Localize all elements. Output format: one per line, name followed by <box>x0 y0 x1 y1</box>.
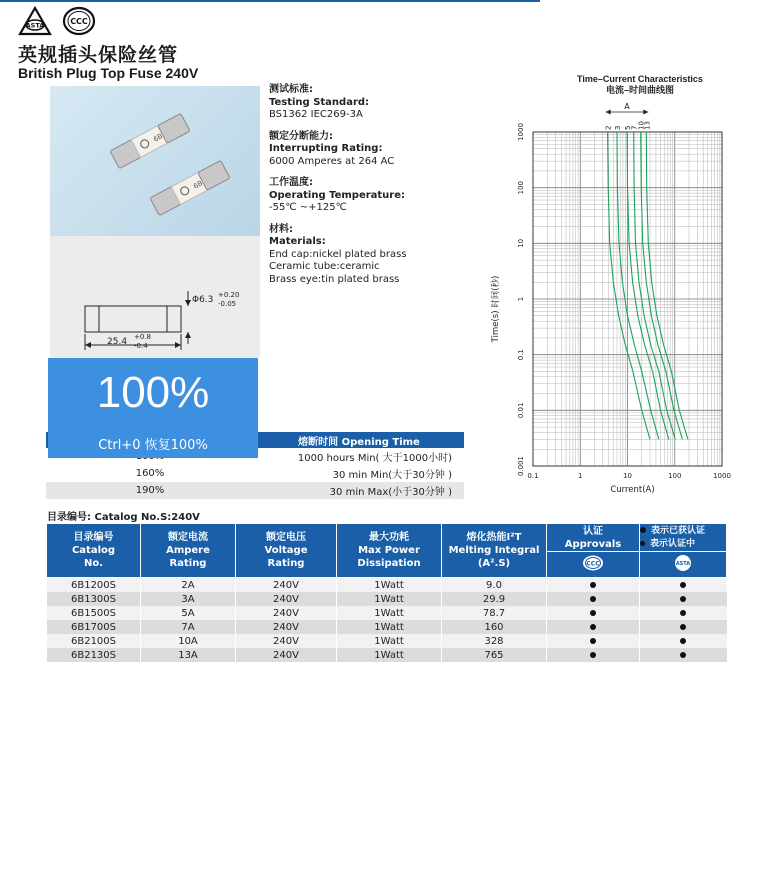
table-row: 6B2130S 13A 240V 1Watt 765 <box>47 648 727 662</box>
material-tube: Ceramic tube:ceramic <box>269 261 380 272</box>
opening-ratio: 190% <box>46 482 254 499</box>
spec-list <box>269 84 469 295</box>
chart-subtitle: 电流–时间曲线图 <box>605 85 674 95</box>
curve-label: 3 <box>614 125 623 130</box>
x-tick-label: 100 <box>668 472 682 480</box>
table-row: 6B1300S 3A 240V 1Watt 29.9 <box>47 592 727 606</box>
curve-label: 7 <box>630 125 639 130</box>
zoom-reset-hint[interactable]: Ctrl+0 恢复100% <box>98 438 208 453</box>
ccc-logo <box>62 6 96 36</box>
approved-dot-icon <box>640 527 646 533</box>
length-tol-minus: -0.4 <box>134 342 148 350</box>
y-axis-label: Time(s) 时间(秒) <box>491 275 501 343</box>
testing-label-cn: 测试标准: <box>269 84 313 95</box>
svg-text:6B: 6B <box>192 179 205 191</box>
time-current-chart <box>486 96 736 496</box>
opening-time: 30 min Min(大于30分钟 ) <box>332 470 452 481</box>
temp-value: -55℃ ~+125℃ <box>269 202 347 213</box>
product-title-en: British Plug Top Fuse 240V <box>18 65 199 81</box>
curve-label: 13 <box>643 121 652 130</box>
ccc-approved-icon <box>590 582 596 588</box>
table-row: 6B1700S 7A 240V 1Watt 160 <box>47 620 727 634</box>
y-tick-label: 0.001 <box>517 455 525 477</box>
catalog-no-header: 目录编号 Catalog No. <box>47 524 141 578</box>
fuse-photo <box>50 86 260 236</box>
y-tick-label: 0.1 <box>517 349 525 361</box>
pending-dot-icon <box>640 541 645 546</box>
length-tol-plus: +0.8 <box>134 333 151 341</box>
y-tick-label: 10 <box>517 238 525 248</box>
diameter-label: Φ6.3 <box>192 295 214 305</box>
bracket-arrow-left-icon <box>606 110 611 115</box>
table-row: 6B1200S 2A 240V 1Watt 9.0 <box>47 578 727 593</box>
y-tick-label: 0.01 <box>517 402 525 419</box>
temp-label-cn: 工作温度: <box>269 177 313 188</box>
curve-13a <box>646 132 688 439</box>
opening-time: 1000 hours Min( 大于1000小时) <box>297 453 452 464</box>
zoom-indicator[interactable] <box>48 358 258 458</box>
curve-label: 10 <box>637 121 646 130</box>
ccc-approval-col <box>547 552 640 578</box>
asta-approved-icon <box>680 610 686 616</box>
svg-text:ASTA: ASTA <box>675 560 691 567</box>
ccc-approved-icon <box>590 596 596 602</box>
asta-mark-icon <box>671 554 695 572</box>
x-tick-label: 0.1 <box>527 472 539 480</box>
asta-logo-text: ASTA <box>25 21 45 30</box>
melting-integral-header: 熔化热能I²T Melting Integral (A².S) <box>442 524 547 578</box>
material-eye: Brass eye:tin plated brass <box>269 273 400 285</box>
interrupt-label-en: Interrupting Rating: <box>269 143 383 154</box>
chart-title-block <box>560 74 720 96</box>
length-label: 25.4 <box>107 337 128 347</box>
y-tick-label: 1 <box>517 296 525 302</box>
x-axis-label: Current(A) <box>610 485 655 495</box>
ampere-header: 额定电流 Ampere Rating <box>141 524 236 578</box>
bracket-arrow-right-icon <box>643 110 648 115</box>
svg-text:CCC: CCC <box>586 560 600 567</box>
testing-value: BS1362 IEC269-3A <box>269 109 363 120</box>
asta-approved-icon <box>680 582 686 588</box>
testing-label-en: Testing Standard: <box>269 96 370 108</box>
zoom-percent: 100% <box>96 368 210 417</box>
power-header: 最大功耗 Max Power Dissipation <box>337 524 442 578</box>
curve-label: 2 <box>604 125 613 130</box>
voltage-header: 额定电压 Voltage Rating <box>236 524 337 578</box>
x-tick-label: 1000 <box>713 472 731 480</box>
curve-label: 5 <box>624 125 633 130</box>
catalog-label: 目录编号: Catalog No.S:240V <box>47 512 200 523</box>
bracket-label: A <box>624 102 630 111</box>
opening-time: 30 min Max(小于30分钟 ) <box>254 482 464 499</box>
opening-time-header: 熔断时间 Opening Time <box>254 432 464 448</box>
diameter-tol-plus: +0.20 <box>218 291 240 299</box>
catalog-table <box>46 523 727 662</box>
x-tick-label: 1 <box>578 472 583 480</box>
product-title-cn: 英规插头保险丝管 <box>18 44 179 66</box>
top-rule <box>0 0 540 2</box>
ccc-mark-icon <box>581 554 605 572</box>
asta-approved-icon <box>680 596 686 602</box>
asta-approved-icon <box>680 624 686 630</box>
diameter-tol-minus: -0.05 <box>218 300 237 308</box>
curve-7a <box>634 132 676 439</box>
table-row: 6B1500S 5A 240V 1Watt 78.7 <box>47 606 727 620</box>
y-tick-label: 1000 <box>517 123 525 141</box>
ccc-approved-icon <box>590 638 596 644</box>
materials-label-cn: 材料: <box>269 223 293 235</box>
asta-logo <box>18 6 52 36</box>
asta-approved-icon <box>680 652 686 658</box>
x-tick-label: 10 <box>623 472 632 480</box>
approvals-header: 认证 Approvals <box>547 524 640 552</box>
ccc-approved-icon <box>590 652 596 658</box>
ccc-approved-icon <box>590 624 596 630</box>
asta-approved-icon <box>680 638 686 644</box>
svg-text:6B: 6B <box>152 132 165 144</box>
y-tick-label: 100 <box>517 180 525 195</box>
temp-label-en: Operating Temperature: <box>269 189 406 201</box>
materials-label-en: Materials: <box>269 236 326 247</box>
ccc-logo-text: CCC <box>70 17 88 26</box>
material-endcap: End cap:nickel plated brass <box>269 248 407 260</box>
approval-legend: 表示已获认证 表示认证中 <box>640 524 727 552</box>
interrupt-value: 6000 Amperes at 264 AC <box>269 155 395 167</box>
curve-5a <box>627 132 669 439</box>
curve-2a <box>608 132 650 439</box>
ccc-approved-icon <box>590 610 596 616</box>
dimension-drawing <box>50 236 260 358</box>
table-row: 6B2100S 10A 240V 1Watt 328 <box>47 634 727 648</box>
interrupt-label-cn: 额定分断能力: <box>269 130 333 142</box>
opening-ratio: 160% <box>135 468 165 479</box>
asta-approval-col <box>640 552 727 578</box>
chart-title: Time–Current Characteristics <box>577 74 703 84</box>
